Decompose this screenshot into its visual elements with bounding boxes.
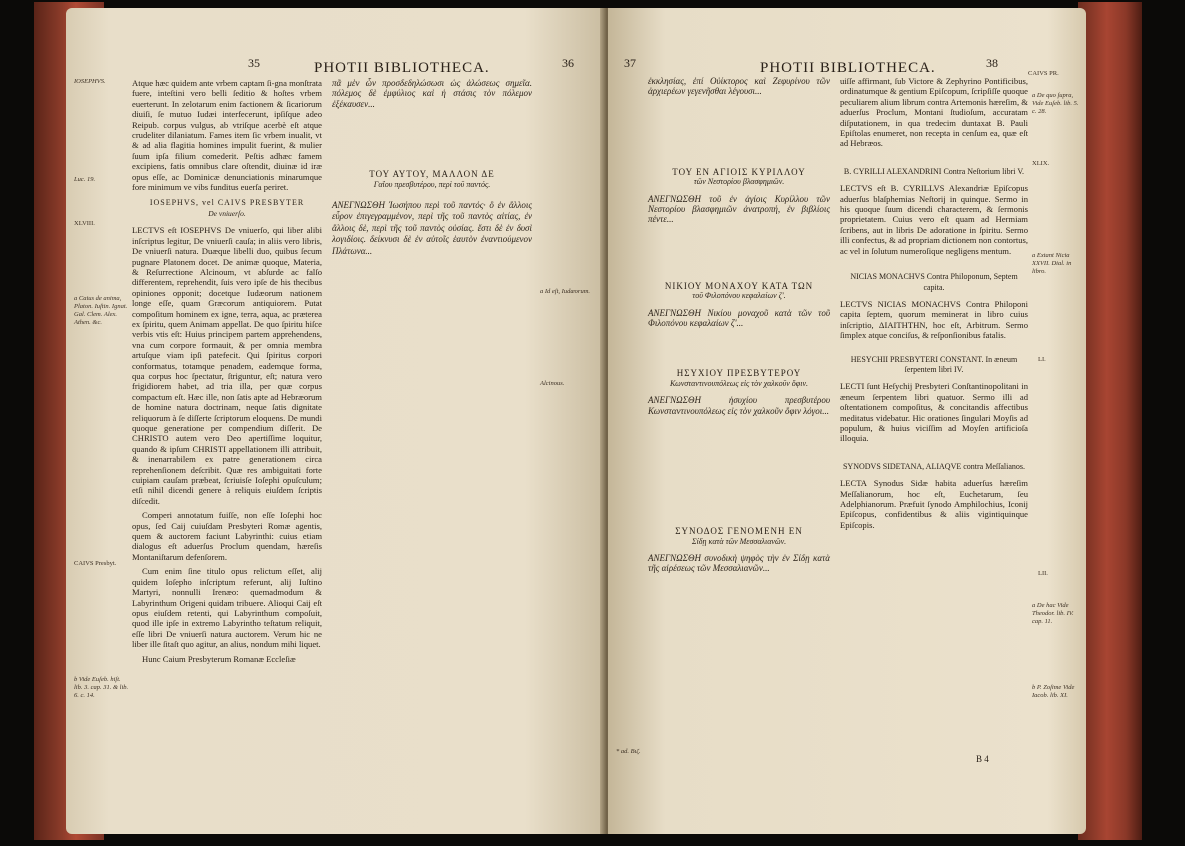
sidenote-number: LI.: [1038, 356, 1046, 363]
page-header-right: PHOTII BIBLIOTHECA.: [760, 60, 936, 76]
greek-paragraph: ΑΝΕΓΝΩΣΘΗ ἡσυχίου πρεσβυτέρου Κωνσταντινουπόλεως εἰς τὸν χαλκοῦν ὄφιν λόγοι...: [648, 395, 830, 416]
latin-paragraph: Atque hæc quidem ante vrbem captam ſi-gna monſtrata fuere, inteſtini vero belli ſeditio & hoſtes vrbem euerterunt. In zelotarum enim factionem & ſicariorum diuiſi, ſe mutuo Iudæi interfecerunt, ipſiſque adeo Reipub. corpus vulgus, ab vtriſque acerbè eſt atque crudeliter dilaniatum. Fames item ſic vrbem inualit, vt & ad alia flagitia homines impulit fuerint, & mulier ſuum ipſa filium comederit. Peſtis adhæc famem excipiens, fatis omnibus clare oſtendit, diuinæ id iræ opus eſſe, ac Dominicæ denunciationis minarumque fore minimum ve vibs funditus euerſa periret.: [132, 78, 322, 193]
latin-paragraph: LECTA Synodus Sidæ habita aduerſus hæreſim Meſſalianorum, hoc eſt, Euchetarum, ſeu Adelphianorum. Præfuit ſynodo Amphilochius, Iconij Epiſcopus, confidentibus & aliis vigintiquinque Epiſcopis.: [840, 478, 1028, 530]
latin-column-right: [840, 76, 1028, 530]
sidenote-right: a Extant Nicia XXVII. Dial. in libro.: [1032, 252, 1072, 275]
greek-paragraph: ΑΝΕΓΝΩΣΘΗ συνοδικὴ ψηφὸς τὴν ἐν Σίδῃ κατὰ τῆς αἱρέσεως τῶν Μεσσαλιανῶν...: [648, 552, 830, 574]
signature-mark: B 4: [976, 754, 989, 764]
latin-paragraph: uiſſe affirmant, ſub Victore & Zephyrino Pontificibus, ordinatumque & gentium Epiſcopum, ſcripſiſſe quoque peculiarem alium librum contra Artemonis hæreſim, & aduerſus Proclum, Montani ſtudioſum, accuratam diſputationem, in qua tredecim duntaxat B. Pauli Epiſtolas enumeret, non recepta in cenſum ea, quæ eſt ad Hebræos.: [840, 76, 1028, 149]
greek-signature-note: * ad. Bιζ.: [616, 748, 641, 755]
latin-paragraph: LECTI ſunt Heſychij Presbyteri Conſtantinopolitani in æneum ſerpentem libri quatuor. Sermo illi ad oſtentationem compoſitus, & concitandis affectibus meditatus videbatur. Hic orationes ſingulari Moyſis ad populum, & huius viciſſim ad Moyſen artificioſa illoquia.: [840, 381, 1028, 444]
page-number-left-b: 36: [562, 56, 574, 70]
greek-subheading: τοῦ Φιλοπόνου κεφαλαίων ζ'.: [692, 291, 786, 301]
greek-heading: ΣΥΝΟΔΟΣ ΓΕΝΟΜΕΝΗ ΕΝ: [675, 526, 803, 537]
sidenote-luc: Luc. 19.: [74, 176, 96, 183]
sidenote-right: a De hac Vide Theodor. lib. IV. cap. 11.: [1032, 602, 1074, 625]
sidenote-caivs: CAIVS Presbyt.: [74, 560, 117, 567]
section-heading: NICIAS MONACHVS Contra Philoponum, Septem capita.: [850, 272, 1018, 292]
sidenote-right: a De quo ſupra, Vide Euſeb. lib. 5. c. 28.: [1032, 92, 1079, 115]
running-head-right: CAIVS PR.: [1028, 70, 1059, 77]
section-heading: IOSEPHVS, vel CAIVS PRESBYTER: [149, 198, 305, 208]
book-cover-right: [1078, 2, 1142, 840]
latin-paragraph: LECTVS eſt IOSEPHVS De vniuerſo, qui liber alibi inſcriptus legitur, De vniuerſi cauſa; in aliis vero libris, De vniuerſi natura. Duæque libelli duo, quibus ſecum pugnare Platonem docet. De animæ quoque, Materia, & Reſurrectione Alcinoum, vt abſurde ac falſo differentem, reprehendit, ſuis vero ipſe de his thecibus opiniones opponit; docetque Iudæorum nationem longe eſſe, quam Græcorum antiquiorem. Putat compoſitum hominem ex igne, terra, aqua, ac præterea ex ſpiritu, quem Animam appellat. De quo ſpiritu hiſce verbis vtis eſt: Huius principem partem apprehendens, vna cum corpore formauit, & per omnia membra artuſque viam ipſi patefecit. Qui ſpiritus corpori conformatus, totamque penadem, eademque forma, qua corpus hoc ſpectatur, ſtriguntur, eſt; natura vero frigidiorem habet, ad tria illa, per quæ corpus compactum eſt. Hæc ille, non ſatis apte ad Hebræorum de homine natura doctrinam, neque ſatis dignitate reliquorum à ſe diſſerte ſcriptorum eloquens. De mundi quoque generatione per compendium diſſerit. De CHRISTO autem vero Deo apertiſſime loquitur, quando & ipſum CHRISTI appellationem illi attribuit, & inenarrabilem ex patre generationem circa reprehenſionem deſcribit. Quæ res ambiguitati forte cuipiam cauſam præbeat, ſcriuisſe Ioſephi opuſculum; etſi nihil dicendi genere à reliquis eiuſdem ſcriptis diſcedit.: [132, 225, 322, 506]
page-number-left: 35: [248, 56, 260, 70]
latin-paragraph: Cum enim ſine titulo opus relictum eſſet, alij quidem Ioſepho inſcriptum referunt, alij Iuſtino Martyri, nonnulli Irenæo: quemadmodum & Labyrinthum Origeni quidam tribuere. Alioqui Caij eſt opus eiuſdem retenti, qui Labyrinthum compoſuit, quod ille ipſe in extremo Labyrintho teſtatum reliquit, eſſe libri De vniuerſi natura auctorem. Verum hic ne liber ille ſitaſt quo agitur, an alius, nondum mihi liquet.: [132, 566, 322, 650]
page-header-left: PHOTII BIBLIOTHECA.: [314, 60, 490, 76]
right-page: [608, 8, 1086, 834]
sidenote-number: XLIX.: [1032, 160, 1050, 167]
greek-subheading: Κωνσταντινουπόλεως εἰς τὸν χαλκοῦν ὄφιν.: [669, 378, 808, 388]
left-page: [66, 8, 606, 834]
latin-column-left: [132, 78, 322, 664]
sidenote-alcinous: Alcinous.: [540, 380, 565, 387]
greek-subheading: Γαΐου πρεσβυτέρου, περὶ τοῦ παντός.: [373, 179, 491, 189]
running-sidenote: IOSEPHVS.: [74, 78, 106, 85]
greek-column-right: [648, 76, 830, 574]
greek-heading: ΤΟΥ ΕΝ ΑΓΙΟΙΣ ΚΥΡΙΛΛΟΥ: [672, 166, 806, 177]
greek-column-left: [332, 78, 532, 257]
greek-heading: ΝΙΚΙΟΥ ΜΟΝΑΧΟΥ ΚΑΤΑ ΤΩΝ: [664, 280, 814, 291]
greek-paragraph: ΑΝΕΓΝΩΣΘΗ Νικίου μοναχοῦ κατὰ τῶν τοῦ Φιλοπόνου κεφαλαίων ζ'...: [648, 307, 830, 329]
greek-subheading: τῶν Νεστορίου βλασφημιῶν.: [693, 177, 785, 187]
greek-heading: ΗΣΥΧΙΟΥ ΠΡΕΣΒΥΤΕΡΟΥ: [676, 368, 802, 379]
greek-paragraph: ΑΝΕΓΝΩΣΘΗ τοῦ ἐν ἁγίοις Κυρίλλου τῶν Νεστορίου βλασφημιῶν ἀνατροπή, ἐν βιβλίοις πέντε...: [648, 193, 830, 225]
latin-paragraph: Hunc Caium Presbyterum Romanæ Eccleſiæ: [142, 653, 296, 664]
sidenote-right: b P. Zoſime Vide Iacob. lib. XI.: [1032, 684, 1075, 699]
sidenote-euseb: b Vide Euſeb. hiſt. lib. 3. cap. 31. & lib. 6. c. 14.: [74, 676, 129, 699]
latin-paragraph: LECTVS eſt B. CYRILLVS Alexandriæ Epiſcopus aduerſus blaſphemias Neſtorij in quinque. Sermo in his quoque ſuum dicendi characterem, & ſermonis proprietatem. Cuius vero eſt quam ad Hermiam ſcribens, aut in libris De adoratione in ſpiritu. Sermo illi confectus, & ad propriam dictionem non contortus, ac vel in ſolutum numeroſique negligens mentum.: [840, 183, 1028, 256]
greek-paragraph: ΑΝΕΓΝΩΣΘΗ Ἰωσήπου περὶ τοῦ παντός· ὃ ἐν ἄλλοις εὗρον ἐπιγεγραμμένον, περὶ τῆς τοῦ παντὸς αἰτίας, ἐν ἄλλοις δὲ, περὶ τῆς τοῦ παντὸς οὐσίας. ἔστι δὲ ἐν δυσὶ λογιδίοις. δείκνυσι δὲ ἐν αὐτοῖς ἑαυτὸν ἐναντιούμενον Πλάτωνα...: [332, 200, 532, 256]
open-book: [34, 2, 1142, 840]
greek-paragraph: ἐκκλησίας, ἐπί Οὐίκτορος καὶ Ζεφυρίνου τῶν ἀρχιερέων γεγενῆσθαι λέγουσι...: [648, 76, 830, 97]
greek-paragraph: πᾶ μὲν ὦν προσδεδηλώσωσι ὡς ἀλώσεως σημεῖα. πόλεμος δὲ ἐμφύλιος καὶ ἡ στάσις τὸν πόλεμον ἐξέκαυσεν...: [332, 78, 532, 109]
sidenote-greek: a Id eſt, Iudæorum.: [540, 288, 591, 295]
section-heading: SYNODVS SIDETANA, ALIAQVE contra Meſſalianos.: [842, 461, 1025, 471]
sidenote-number: LII.: [1038, 570, 1048, 577]
latin-paragraph: LECTVS NICIAS MONACHVS Contra Philoponi capita ſeptem, quorum meminerat in libro cuius inſcriptio, ΔΙΑΙΤΗΤΗΝ, hoc eſt, Arbitrum. Sermo ſimplex atque conciſus, & reſponſionibus fatalis.: [840, 298, 1028, 341]
latin-paragraph: Comperi annotatum fuiſſe, non eſſe Ioſephi hoc opus, ſed Caij cuiuſdam Presbyteri Romæ agentis, quem & auctorem faciunt Labyrinthi: cuius etiam dialogus eſt aduerſus Proclum quendam, hæreſis Montaniſtarum defenſorem.: [132, 510, 322, 562]
section-heading: B. CYRILLI ALEXANDRINI Contra Neſtorium libri V.: [843, 166, 1025, 176]
greek-subheading: Σίδῃ κατὰ τῶν Μεσσαλιανῶν.: [691, 536, 787, 546]
page-number-right: 37: [624, 56, 636, 70]
sidenote-caius: a Caius de anima, Platon. Iuſtin. Ignat. Gal. Clem. Alex. Athen. &c.: [74, 295, 128, 326]
section-heading: HESYCHII PRESBYTERI CONSTANT. In æneum ſerpentem libri IV.: [850, 354, 1018, 374]
greek-heading: ΤΟΥ ΑΥΤΟΥ, ΜΑΛΛΟΝ ΔΕ: [369, 169, 495, 180]
sidenote-number: XLVIII.: [74, 220, 95, 227]
section-subheading: De vniuerſo.: [208, 208, 246, 218]
page-number-right-b: 38: [986, 56, 998, 70]
